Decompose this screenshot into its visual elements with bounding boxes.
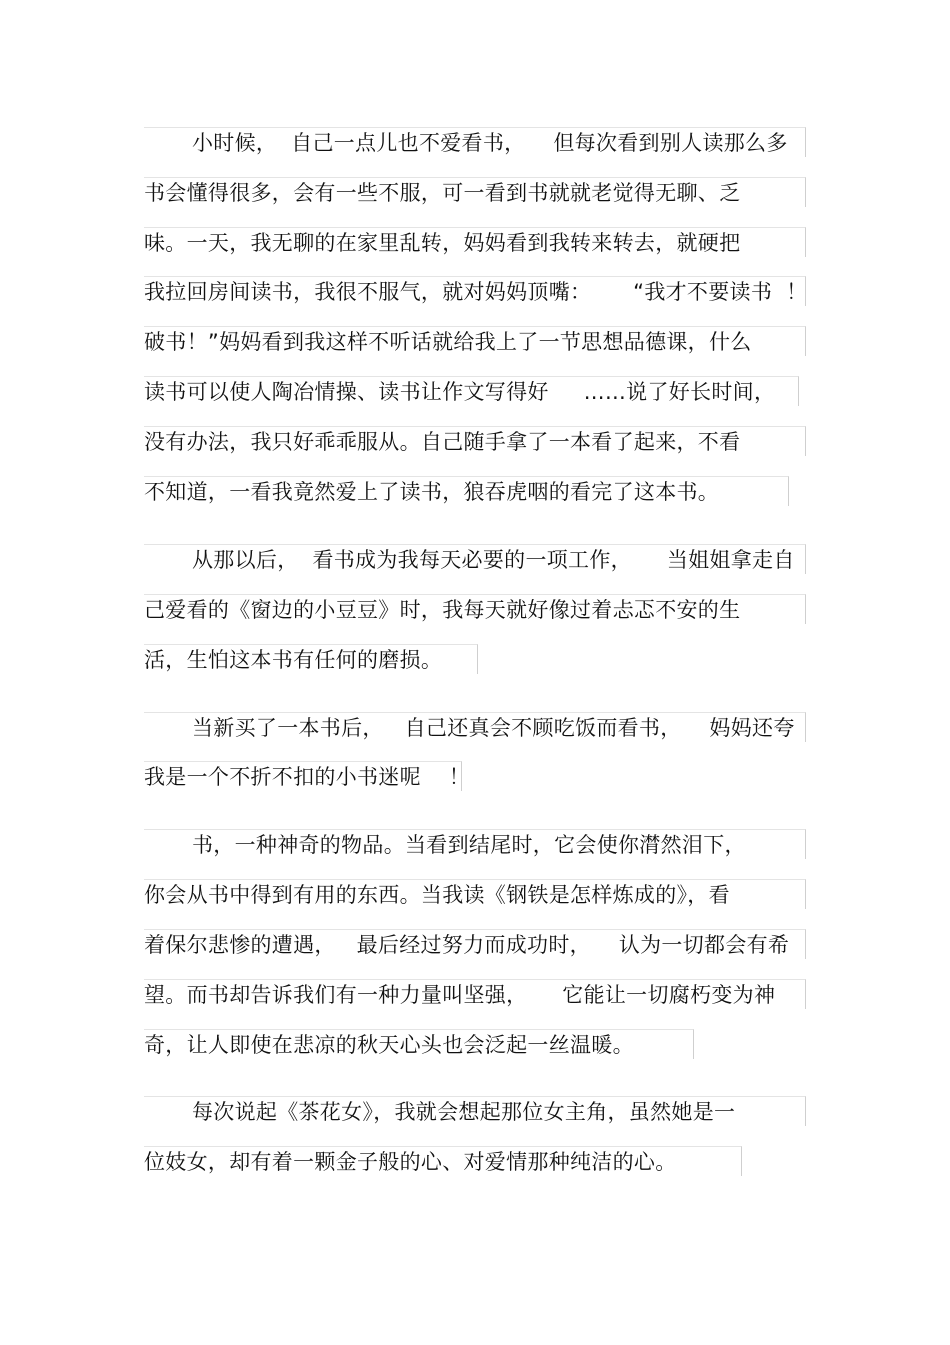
paragraph-1-line-5: 破书！”妈妈看到我这样不听话就给我上了一节思想品德课，什么 bbox=[144, 326, 806, 356]
paragraph-2-line-2: 己爱看的《窗边的小豆豆》时，我每天就好像过着忐忑不安的生 bbox=[144, 594, 806, 624]
paragraph-1-line-6: 读书可以使人陶冶情操、读书让作文写得好 ……说了好长时间， bbox=[144, 376, 799, 406]
paragraph-3-line-1: 当新买了一本书后， 自己还真会不顾吃饭而看书， 妈妈还夸 bbox=[144, 712, 806, 742]
paragraph-3-line-2: 我是一个不折不扣的小书迷呢 ！ bbox=[144, 761, 462, 791]
paragraph-1-line-3: 味。一天，我无聊的在家里乱转，妈妈看到我转来转去，就硬把 bbox=[144, 227, 806, 257]
paragraph-1-line-2: 书会懂得很多，会有一些不服，可一看到书就就老觉得无聊、乏 bbox=[144, 177, 806, 207]
paragraph-5-line-1: 每次说起《茶花女》，我就会想起那位女主角，虽然她是一 bbox=[144, 1096, 806, 1126]
paragraph-4-line-4: 望。而书却告诉我们有一种力量叫坚强， 它能让一切腐朽变为神 bbox=[144, 979, 806, 1009]
paragraph-5-line-2: 位妓女，却有着一颗金子般的心、对爱情那种纯洁的心。 bbox=[144, 1146, 742, 1176]
paragraph-2-line-1: 从那以后， 看书成为我每天必要的一项工作， 当姐姐拿走自 bbox=[144, 544, 806, 574]
paragraph-4-line-2: 你会从书中得到有用的东西。当我读《钢铁是怎样炼成的》，看 bbox=[144, 879, 806, 909]
paragraph-4-line-5: 奇，让人即使在悲凉的秋天心头也会泛起一丝温暖。 bbox=[144, 1029, 694, 1059]
paragraph-2-line-3: 活，生怕这本书有任何的磨损。 bbox=[144, 644, 478, 674]
paragraph-1-line-1: 小时候， 自己一点儿也不爱看书， 但每次看到别人读那么多 bbox=[144, 127, 806, 157]
paragraph-1-line-4: 我拉回房间读书，我很不服气，就对妈妈顶嘴： “我才不要读书 ！ bbox=[144, 276, 806, 306]
paragraph-1-line-7: 没有办法，我只好乖乖服从。自己随手拿了一本看了起来，不看 bbox=[144, 426, 806, 456]
paragraph-4-line-3: 着保尔悲惨的遭遇， 最后经过努力而成功时， 认为一切都会有希 bbox=[144, 929, 806, 959]
paragraph-1-line-8: 不知道，一看我竟然爱上了读书，狼吞虎咽的看完了这本书。 bbox=[144, 476, 789, 506]
paragraph-4-line-1: 书，一种神奇的物品。当看到结尾时，它会使你潸然泪下， bbox=[144, 829, 806, 859]
